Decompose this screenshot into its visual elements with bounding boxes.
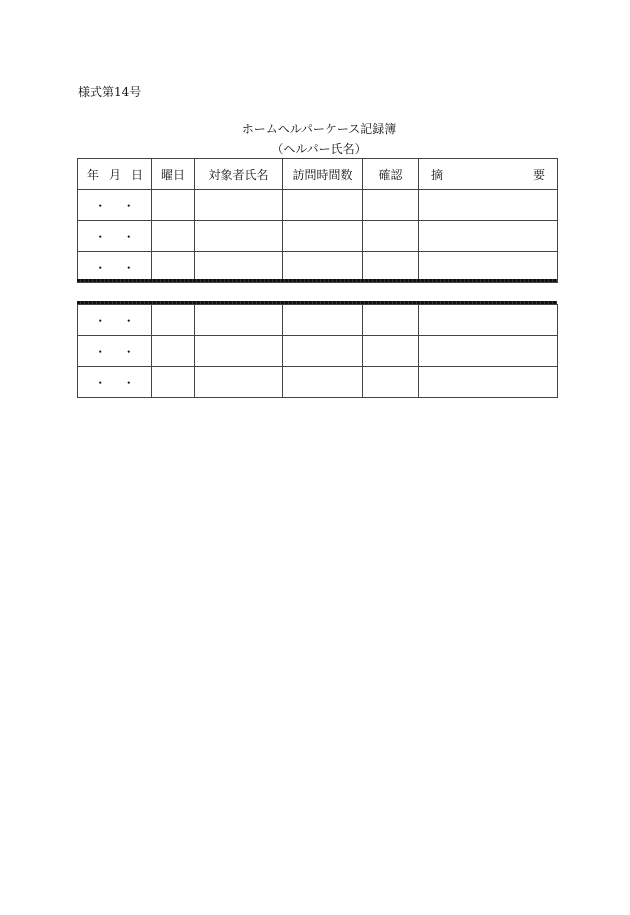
document-title: ホームヘルパーケース記録簿 xyxy=(241,122,397,136)
visit-hours-cell[interactable] xyxy=(283,336,363,367)
month-label: 月 xyxy=(108,167,121,182)
summary-cell[interactable] xyxy=(419,367,558,398)
confirmation-cell[interactable] xyxy=(363,367,419,398)
weekday-cell[interactable] xyxy=(152,305,195,336)
visit-hours-cell[interactable] xyxy=(283,190,363,221)
date-dot: ・ xyxy=(94,198,107,213)
confirmation-cell[interactable] xyxy=(363,221,419,252)
year-label: 年 xyxy=(87,167,100,182)
visit-hours-cell[interactable] xyxy=(283,221,363,252)
date-dot: ・ xyxy=(122,260,135,275)
document-subtitle: （ヘルパー氏名） xyxy=(271,142,367,156)
confirmation-cell[interactable] xyxy=(363,305,419,336)
day-label: 日 xyxy=(130,167,143,182)
date-column-header xyxy=(78,159,152,190)
weekday-cell[interactable] xyxy=(152,221,195,252)
summary-label-right: 要 xyxy=(532,167,545,182)
form-number: 様式第14号 xyxy=(78,85,142,99)
date-cell[interactable] xyxy=(78,252,152,283)
client-name-cell[interactable] xyxy=(195,190,283,221)
date-cell[interactable] xyxy=(78,221,152,252)
confirmation-cell[interactable] xyxy=(363,190,419,221)
title-block xyxy=(0,121,630,157)
client-name-column-header: 対象者氏名 xyxy=(195,159,283,190)
date-cell[interactable] xyxy=(78,305,152,336)
confirmation-cell[interactable] xyxy=(363,336,419,367)
summary-cell[interactable] xyxy=(419,305,558,336)
summary-cell[interactable] xyxy=(419,252,558,283)
summary-label-left: 摘 xyxy=(431,167,444,182)
client-name-cell[interactable] xyxy=(195,336,283,367)
date-dot: ・ xyxy=(94,375,107,390)
table-row xyxy=(78,336,558,367)
date-dot: ・ xyxy=(94,313,107,328)
record-table-bottom xyxy=(77,304,558,398)
table-row xyxy=(78,221,558,252)
visit-hours-cell[interactable] xyxy=(283,305,363,336)
date-dot: ・ xyxy=(94,260,107,275)
date-cell[interactable] xyxy=(78,367,152,398)
table-row xyxy=(78,367,558,398)
date-dot: ・ xyxy=(122,344,135,359)
table-row xyxy=(78,305,558,336)
date-dot: ・ xyxy=(122,229,135,244)
weekday-column-header: 曜日 xyxy=(152,159,195,190)
weekday-cell[interactable] xyxy=(152,367,195,398)
visit-hours-cell[interactable] xyxy=(283,367,363,398)
client-name-cell[interactable] xyxy=(195,221,283,252)
client-name-cell[interactable] xyxy=(195,252,283,283)
weekday-cell[interactable] xyxy=(152,252,195,283)
summary-cell[interactable] xyxy=(419,336,558,367)
table-row xyxy=(78,252,558,283)
client-name-cell[interactable] xyxy=(195,305,283,336)
date-dot: ・ xyxy=(122,313,135,328)
table-header-row xyxy=(78,159,558,190)
client-name-cell[interactable] xyxy=(195,367,283,398)
table-row xyxy=(78,190,558,221)
page-break-rule-top xyxy=(77,279,557,282)
confirmation-column-header: 確認 xyxy=(363,159,419,190)
summary-cell[interactable] xyxy=(419,221,558,252)
record-table-top xyxy=(77,158,558,283)
weekday-cell[interactable] xyxy=(152,336,195,367)
visit-hours-cell[interactable] xyxy=(283,252,363,283)
date-dot: ・ xyxy=(122,198,135,213)
summary-column-header xyxy=(419,159,558,190)
weekday-cell[interactable] xyxy=(152,190,195,221)
date-dot: ・ xyxy=(122,375,135,390)
confirmation-cell[interactable] xyxy=(363,252,419,283)
date-cell[interactable] xyxy=(78,336,152,367)
date-dot: ・ xyxy=(94,344,107,359)
date-cell[interactable] xyxy=(78,190,152,221)
date-dot: ・ xyxy=(94,229,107,244)
visit-hours-column-header: 訪問時間数 xyxy=(283,159,363,190)
summary-cell[interactable] xyxy=(419,190,558,221)
